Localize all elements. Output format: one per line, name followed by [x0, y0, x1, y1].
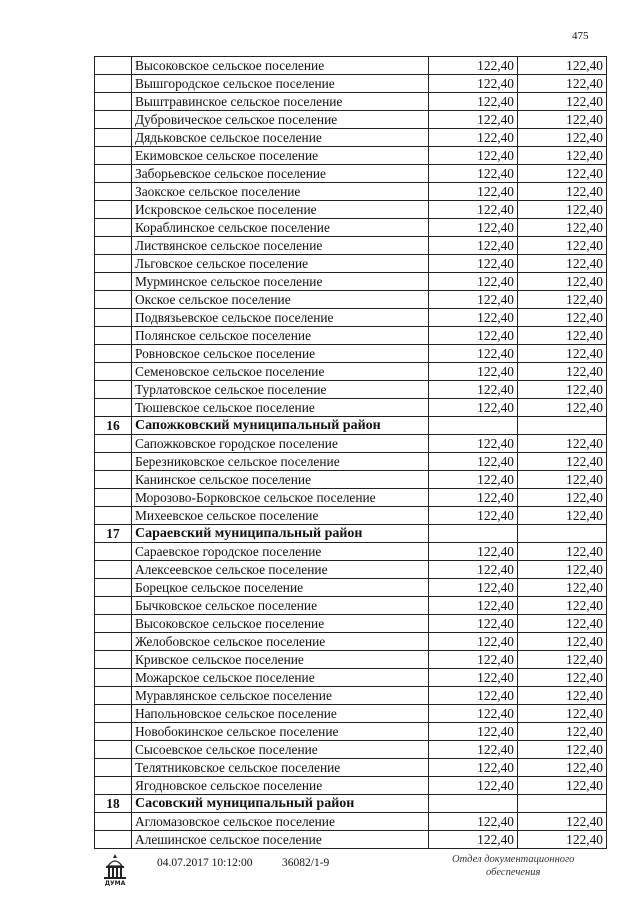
table-row: [95, 507, 607, 525]
row-number: [95, 75, 132, 93]
value-1: 122,40: [429, 687, 518, 705]
table-row: [95, 453, 607, 471]
district-header-row: [95, 417, 607, 435]
row-number: [95, 201, 132, 219]
settlement-name: Льговское сельское поселение: [132, 255, 429, 273]
table-row: [95, 543, 607, 561]
settlement-name: Березниковское сельское поселение: [132, 453, 429, 471]
table-row: [95, 669, 607, 687]
settlement-name: Вышгородское сельское поселение: [132, 75, 429, 93]
duma-logo: [100, 852, 130, 886]
value-2: 122,40: [518, 75, 607, 93]
value-1: 122,40: [429, 777, 518, 795]
settlement-name: Семеновское сельское поселение: [132, 363, 429, 381]
settlement-name: Заокское сельское поселение: [132, 183, 429, 201]
row-number: [95, 273, 132, 291]
value-2: 122,40: [518, 597, 607, 615]
value-2: [518, 795, 607, 813]
table-row: [95, 111, 607, 129]
row-number: [95, 633, 132, 651]
table-row: [95, 201, 607, 219]
row-number: [95, 345, 132, 363]
row-number: [95, 165, 132, 183]
value-1: 122,40: [429, 453, 518, 471]
row-number: 17: [95, 525, 132, 543]
settlement-name: Морозово-Борковское сельское поселение: [132, 489, 429, 507]
value-1: [429, 417, 518, 435]
footer-datetime: 04.07.2017 10:12:00: [157, 857, 253, 869]
table-row: [95, 651, 607, 669]
settlement-name: Дядьковское сельское поселение: [132, 129, 429, 147]
row-number: [95, 723, 132, 741]
table-row: [95, 399, 607, 417]
tariff-table: [94, 56, 607, 849]
settlement-name: Сараевское городское поселение: [132, 543, 429, 561]
value-1: 122,40: [429, 507, 518, 525]
table-row: [95, 219, 607, 237]
settlement-name: Искровское сельское поселение: [132, 201, 429, 219]
settlement-name: Ягодновское сельское поселение: [132, 777, 429, 795]
settlement-name: Высоковское сельское поселение: [132, 615, 429, 633]
table-row: [95, 597, 607, 615]
table-row: [95, 633, 607, 651]
value-1: 122,40: [429, 165, 518, 183]
value-1: 122,40: [429, 705, 518, 723]
value-1: 122,40: [429, 597, 518, 615]
table-row: [95, 813, 607, 831]
value-2: 122,40: [518, 741, 607, 759]
row-number: [95, 831, 132, 849]
row-number: [95, 255, 132, 273]
value-1: 122,40: [429, 291, 518, 309]
row-number: [95, 93, 132, 111]
row-number: [95, 741, 132, 759]
table-row: [95, 705, 607, 723]
table-row: [95, 237, 607, 255]
table-row: [95, 759, 607, 777]
table-row: [95, 831, 607, 849]
logo-text: ДУМА: [104, 880, 126, 886]
value-1: 122,40: [429, 669, 518, 687]
settlement-name: Канинское сельское поселение: [132, 471, 429, 489]
settlement-name: Сысоевское сельское поселение: [132, 741, 429, 759]
row-number: [95, 777, 132, 795]
value-2: 122,40: [518, 759, 607, 777]
value-2: 122,40: [518, 309, 607, 327]
settlement-name: Напольновское сельское поселение: [132, 705, 429, 723]
table-row: [95, 741, 607, 759]
value-2: 122,40: [518, 93, 607, 111]
row-number: [95, 111, 132, 129]
value-1: 122,40: [429, 831, 518, 849]
value-1: 122,40: [429, 741, 518, 759]
value-1: 122,40: [429, 381, 518, 399]
value-1: 122,40: [429, 615, 518, 633]
table-row: [95, 561, 607, 579]
value-1: 122,40: [429, 651, 518, 669]
value-2: 122,40: [518, 237, 607, 255]
table-row: [95, 147, 607, 165]
value-1: 122,40: [429, 237, 518, 255]
settlement-name: Тюшевское сельское поселение: [132, 399, 429, 417]
row-number: [95, 669, 132, 687]
settlement-name: Подвязьевское сельское поселение: [132, 309, 429, 327]
settlement-name: Михеевское сельское поселение: [132, 507, 429, 525]
value-2: 122,40: [518, 165, 607, 183]
value-2: 122,40: [518, 201, 607, 219]
value-1: 122,40: [429, 759, 518, 777]
row-number: [95, 327, 132, 345]
table-row: [95, 165, 607, 183]
value-1: 122,40: [429, 633, 518, 651]
row-number: 18: [95, 795, 132, 813]
value-2: 122,40: [518, 363, 607, 381]
table-row: [95, 309, 607, 327]
value-2: 122,40: [518, 399, 607, 417]
value-1: 122,40: [429, 399, 518, 417]
row-number: [95, 705, 132, 723]
value-2: 122,40: [518, 633, 607, 651]
settlement-name: Турлатовское сельское поселение: [132, 381, 429, 399]
table-row: [95, 435, 607, 453]
row-number: [95, 543, 132, 561]
stamp-line-1: Отдел документационного: [452, 854, 575, 865]
settlement-name: Ровновское сельское поселение: [132, 345, 429, 363]
row-number: [95, 597, 132, 615]
value-1: 122,40: [429, 363, 518, 381]
value-2: 122,40: [518, 129, 607, 147]
value-2: 122,40: [518, 561, 607, 579]
value-2: 122,40: [518, 435, 607, 453]
row-number: [95, 399, 132, 417]
value-2: 122,40: [518, 327, 607, 345]
value-2: 122,40: [518, 687, 607, 705]
table-row: [95, 75, 607, 93]
settlement-name: Новобокинское сельское поселение: [132, 723, 429, 741]
value-2: 122,40: [518, 777, 607, 795]
row-number: [95, 435, 132, 453]
district-header-row: [95, 795, 607, 813]
table-row: [95, 471, 607, 489]
value-2: 122,40: [518, 543, 607, 561]
table-row: [95, 273, 607, 291]
value-1: 122,40: [429, 345, 518, 363]
value-1: 122,40: [429, 147, 518, 165]
settlement-name: Желобовское сельское поселение: [132, 633, 429, 651]
value-1: 122,40: [429, 75, 518, 93]
row-number: [95, 507, 132, 525]
settlement-name: Высоковское сельское поселение: [132, 57, 429, 75]
value-1: 122,40: [429, 219, 518, 237]
value-2: 122,40: [518, 831, 607, 849]
settlement-name: Муравлянское сельское поселение: [132, 687, 429, 705]
value-2: 122,40: [518, 615, 607, 633]
value-2: 122,40: [518, 579, 607, 597]
settlement-name: Можарское сельское поселение: [132, 669, 429, 687]
table-row: [95, 183, 607, 201]
footer-doc-code: 36082/1-9: [282, 857, 330, 869]
value-1: [429, 525, 518, 543]
settlement-name: Борецкое сельское поселение: [132, 579, 429, 597]
value-1: 122,40: [429, 813, 518, 831]
row-number: [95, 759, 132, 777]
value-1: 122,40: [429, 723, 518, 741]
settlement-name: Бычковское сельское поселение: [132, 597, 429, 615]
row-number: [95, 651, 132, 669]
row-number: [95, 57, 132, 75]
value-2: 122,40: [518, 651, 607, 669]
value-2: 122,40: [518, 669, 607, 687]
value-1: 122,40: [429, 93, 518, 111]
table-row: [95, 687, 607, 705]
table-row: [95, 327, 607, 345]
settlement-name: Сараевский муниципальный район: [132, 525, 429, 543]
row-number: [95, 183, 132, 201]
value-2: 122,40: [518, 453, 607, 471]
value-1: 122,40: [429, 489, 518, 507]
value-1: 122,40: [429, 435, 518, 453]
value-2: 122,40: [518, 507, 607, 525]
settlement-name: Выштравинское сельское поселение: [132, 93, 429, 111]
settlement-name: Полянское сельское поселение: [132, 327, 429, 345]
table-row: [95, 291, 607, 309]
district-header-row: [95, 525, 607, 543]
settlement-name: Кривское сельское поселение: [132, 651, 429, 669]
row-number: [95, 813, 132, 831]
value-2: 122,40: [518, 291, 607, 309]
settlement-name: Екимовское сельское поселение: [132, 147, 429, 165]
table-row: [95, 777, 607, 795]
row-number: [95, 615, 132, 633]
value-2: 122,40: [518, 255, 607, 273]
table-row: [95, 489, 607, 507]
settlement-name: Агломазовское сельское поселение: [132, 813, 429, 831]
department-stamp: [452, 853, 574, 879]
table-row: [95, 129, 607, 147]
row-number: [95, 579, 132, 597]
value-1: 122,40: [429, 543, 518, 561]
table-row: [95, 57, 607, 75]
table-row: [95, 363, 607, 381]
settlement-name: Заборьевское сельское поселение: [132, 165, 429, 183]
value-1: 122,40: [429, 201, 518, 219]
row-number: [95, 291, 132, 309]
table-row: [95, 255, 607, 273]
table-row: [95, 615, 607, 633]
table-row: [95, 93, 607, 111]
page-number: 475: [572, 30, 589, 42]
stamp-line-2: обеспечения: [486, 867, 541, 878]
settlement-name: Сасовский муниципальный район: [132, 795, 429, 813]
value-1: 122,40: [429, 327, 518, 345]
row-number: [95, 147, 132, 165]
row-number: [95, 309, 132, 327]
value-1: 122,40: [429, 111, 518, 129]
value-2: [518, 525, 607, 543]
settlement-name: Дубровическое сельское поселение: [132, 111, 429, 129]
value-2: 122,40: [518, 273, 607, 291]
value-1: 122,40: [429, 309, 518, 327]
row-number: 16: [95, 417, 132, 435]
settlement-name: Телятниковское сельское поселение: [132, 759, 429, 777]
value-2: 122,40: [518, 489, 607, 507]
settlement-name: Алешинское сельское поселение: [132, 831, 429, 849]
value-1: 122,40: [429, 255, 518, 273]
row-number: [95, 363, 132, 381]
value-1: 122,40: [429, 273, 518, 291]
value-1: [429, 795, 518, 813]
value-2: 122,40: [518, 381, 607, 399]
table-row: [95, 381, 607, 399]
value-2: 122,40: [518, 723, 607, 741]
value-1: 122,40: [429, 57, 518, 75]
table-row: [95, 723, 607, 741]
value-2: 122,40: [518, 147, 607, 165]
value-2: 122,40: [518, 705, 607, 723]
row-number: [95, 237, 132, 255]
value-2: [518, 417, 607, 435]
row-number: [95, 471, 132, 489]
row-number: [95, 453, 132, 471]
row-number: [95, 381, 132, 399]
settlement-name: Алексеевское сельское поселение: [132, 561, 429, 579]
value-2: 122,40: [518, 111, 607, 129]
value-1: 122,40: [429, 183, 518, 201]
settlement-name: Окское сельское поселение: [132, 291, 429, 309]
row-number: [95, 561, 132, 579]
value-2: 122,40: [518, 183, 607, 201]
value-1: 122,40: [429, 129, 518, 147]
settlement-name: Кораблинское сельское поселение: [132, 219, 429, 237]
table-row: [95, 345, 607, 363]
row-number: [95, 687, 132, 705]
settlement-name: Листвянское сельское поселение: [132, 237, 429, 255]
settlement-name: Сапожковское городское поселение: [132, 435, 429, 453]
settlement-name: Сапожковский муниципальный район: [132, 417, 429, 435]
value-1: 122,40: [429, 471, 518, 489]
value-2: 122,40: [518, 219, 607, 237]
row-number: [95, 219, 132, 237]
settlement-name: Мурминское сельское поселение: [132, 273, 429, 291]
value-1: 122,40: [429, 579, 518, 597]
table-row: [95, 579, 607, 597]
value-1: 122,40: [429, 561, 518, 579]
value-2: 122,40: [518, 57, 607, 75]
row-number: [95, 129, 132, 147]
value-2: 122,40: [518, 813, 607, 831]
row-number: [95, 489, 132, 507]
value-2: 122,40: [518, 345, 607, 363]
value-2: 122,40: [518, 471, 607, 489]
